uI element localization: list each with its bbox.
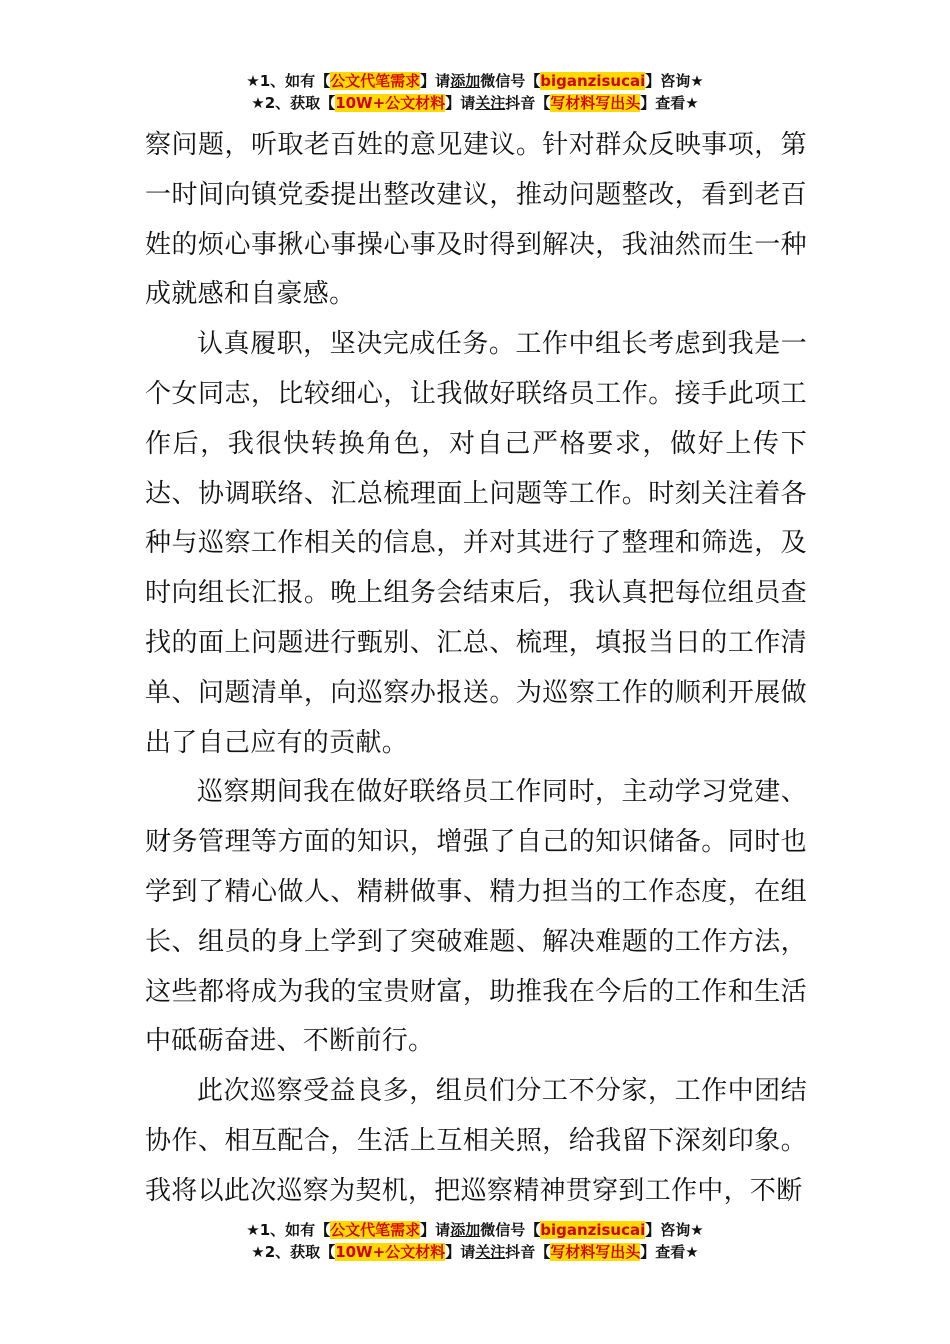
banner-highlight: 写材料写出头 xyxy=(550,94,641,112)
banner-text: 抖音【 xyxy=(505,1243,551,1261)
footer-banner xyxy=(0,1219,950,1263)
banner-text: 】请 xyxy=(420,72,451,90)
banner-text: 】咨询★ xyxy=(645,1221,704,1239)
banner-text: 】请 xyxy=(445,94,476,112)
paragraph: 认真履职，坚决完成任务。工作中组长考虑到我是一个女同志，比较细心，让我做好联络员工作。接手此项工作后，我很快转换角色，对自己严格要求，做好上传下达、协调联络、汇总梳理面上问题等工作。时刻关注着各种与巡察工作相关的信息，并对其进行了整理和筛选，及时向组长汇报。晚上组务会结束后，我认真把每位组员查找的面上问题进行甄别、汇总、梳理，填报当日的工作清单、问题清单，向巡察办报送。为巡察工作的顺利开展做出了自己应有的贡献。 xyxy=(145,329,807,758)
banner-text: 】查看★ xyxy=(640,1243,699,1261)
banner-line-1 xyxy=(0,1219,950,1241)
banner-underline: 添加 xyxy=(450,72,481,90)
banner-highlight: 10W+公文材料 xyxy=(335,1243,446,1261)
paragraph: 巡察期间我在做好联络员工作同时，主动学习党建、财务管理等方面的知识，增强了自己的知识储备。同时也学到了精心做人、精耕做事、精力担当的工作态度，在组长、组员的身上学到了突破难题、解决难题的工作方法，这些都将成为我的宝贵财富，助推我在今后的工作和生活中砥砺奋进、不断前行。 xyxy=(145,777,807,1057)
banner-text: 微信号【 xyxy=(480,72,541,90)
banner-highlight: biganzisucai xyxy=(540,1221,646,1239)
paragraph: 察问题，听取老百姓的意见建议。针对群众反映事项，第一时间向镇党委提出整改建议，推动问题整改，看到老百姓的烦心事揪心事操心事及时得到解决，我油然而生一种成就感和自豪感。 xyxy=(145,130,807,310)
document-body xyxy=(145,121,807,1217)
banner-text: 】请 xyxy=(420,1221,451,1239)
banner-text: 抖音【 xyxy=(505,94,551,112)
banner-text: 微信号【 xyxy=(480,1221,541,1239)
banner-line-1 xyxy=(0,70,950,92)
banner-line-2 xyxy=(0,1241,950,1263)
banner-underline: 关注 xyxy=(475,94,506,112)
banner-text: 】咨询★ xyxy=(645,72,704,90)
banner-text: ★2、获取【 xyxy=(251,94,336,112)
banner-text: 】查看★ xyxy=(640,94,699,112)
banner-underline: 关注 xyxy=(475,1243,506,1261)
banner-text: 】请 xyxy=(445,1243,476,1261)
banner-highlight: 公文代笔需求 xyxy=(330,1221,421,1239)
banner-text: ★1、如有【 xyxy=(246,1221,331,1239)
header-banner xyxy=(0,70,950,114)
banner-highlight: 公文代笔需求 xyxy=(330,72,421,90)
banner-underline: 添加 xyxy=(450,1221,481,1239)
banner-text: ★2、获取【 xyxy=(251,1243,336,1261)
banner-line-2 xyxy=(0,92,950,114)
banner-highlight: biganzisucai xyxy=(540,72,646,90)
banner-highlight: 写材料写出头 xyxy=(550,1243,641,1261)
banner-highlight: 10W+公文材料 xyxy=(335,94,446,112)
banner-text: ★1、如有【 xyxy=(246,72,331,90)
paragraph: 此次巡察受益良多，组员们分工不分家，工作中团结协作、相互配合，生活上互相关照，给我留下深刻印象。我将以此次巡察为契机，把巡察精神贯穿到工作中，不断 xyxy=(145,1076,807,1206)
